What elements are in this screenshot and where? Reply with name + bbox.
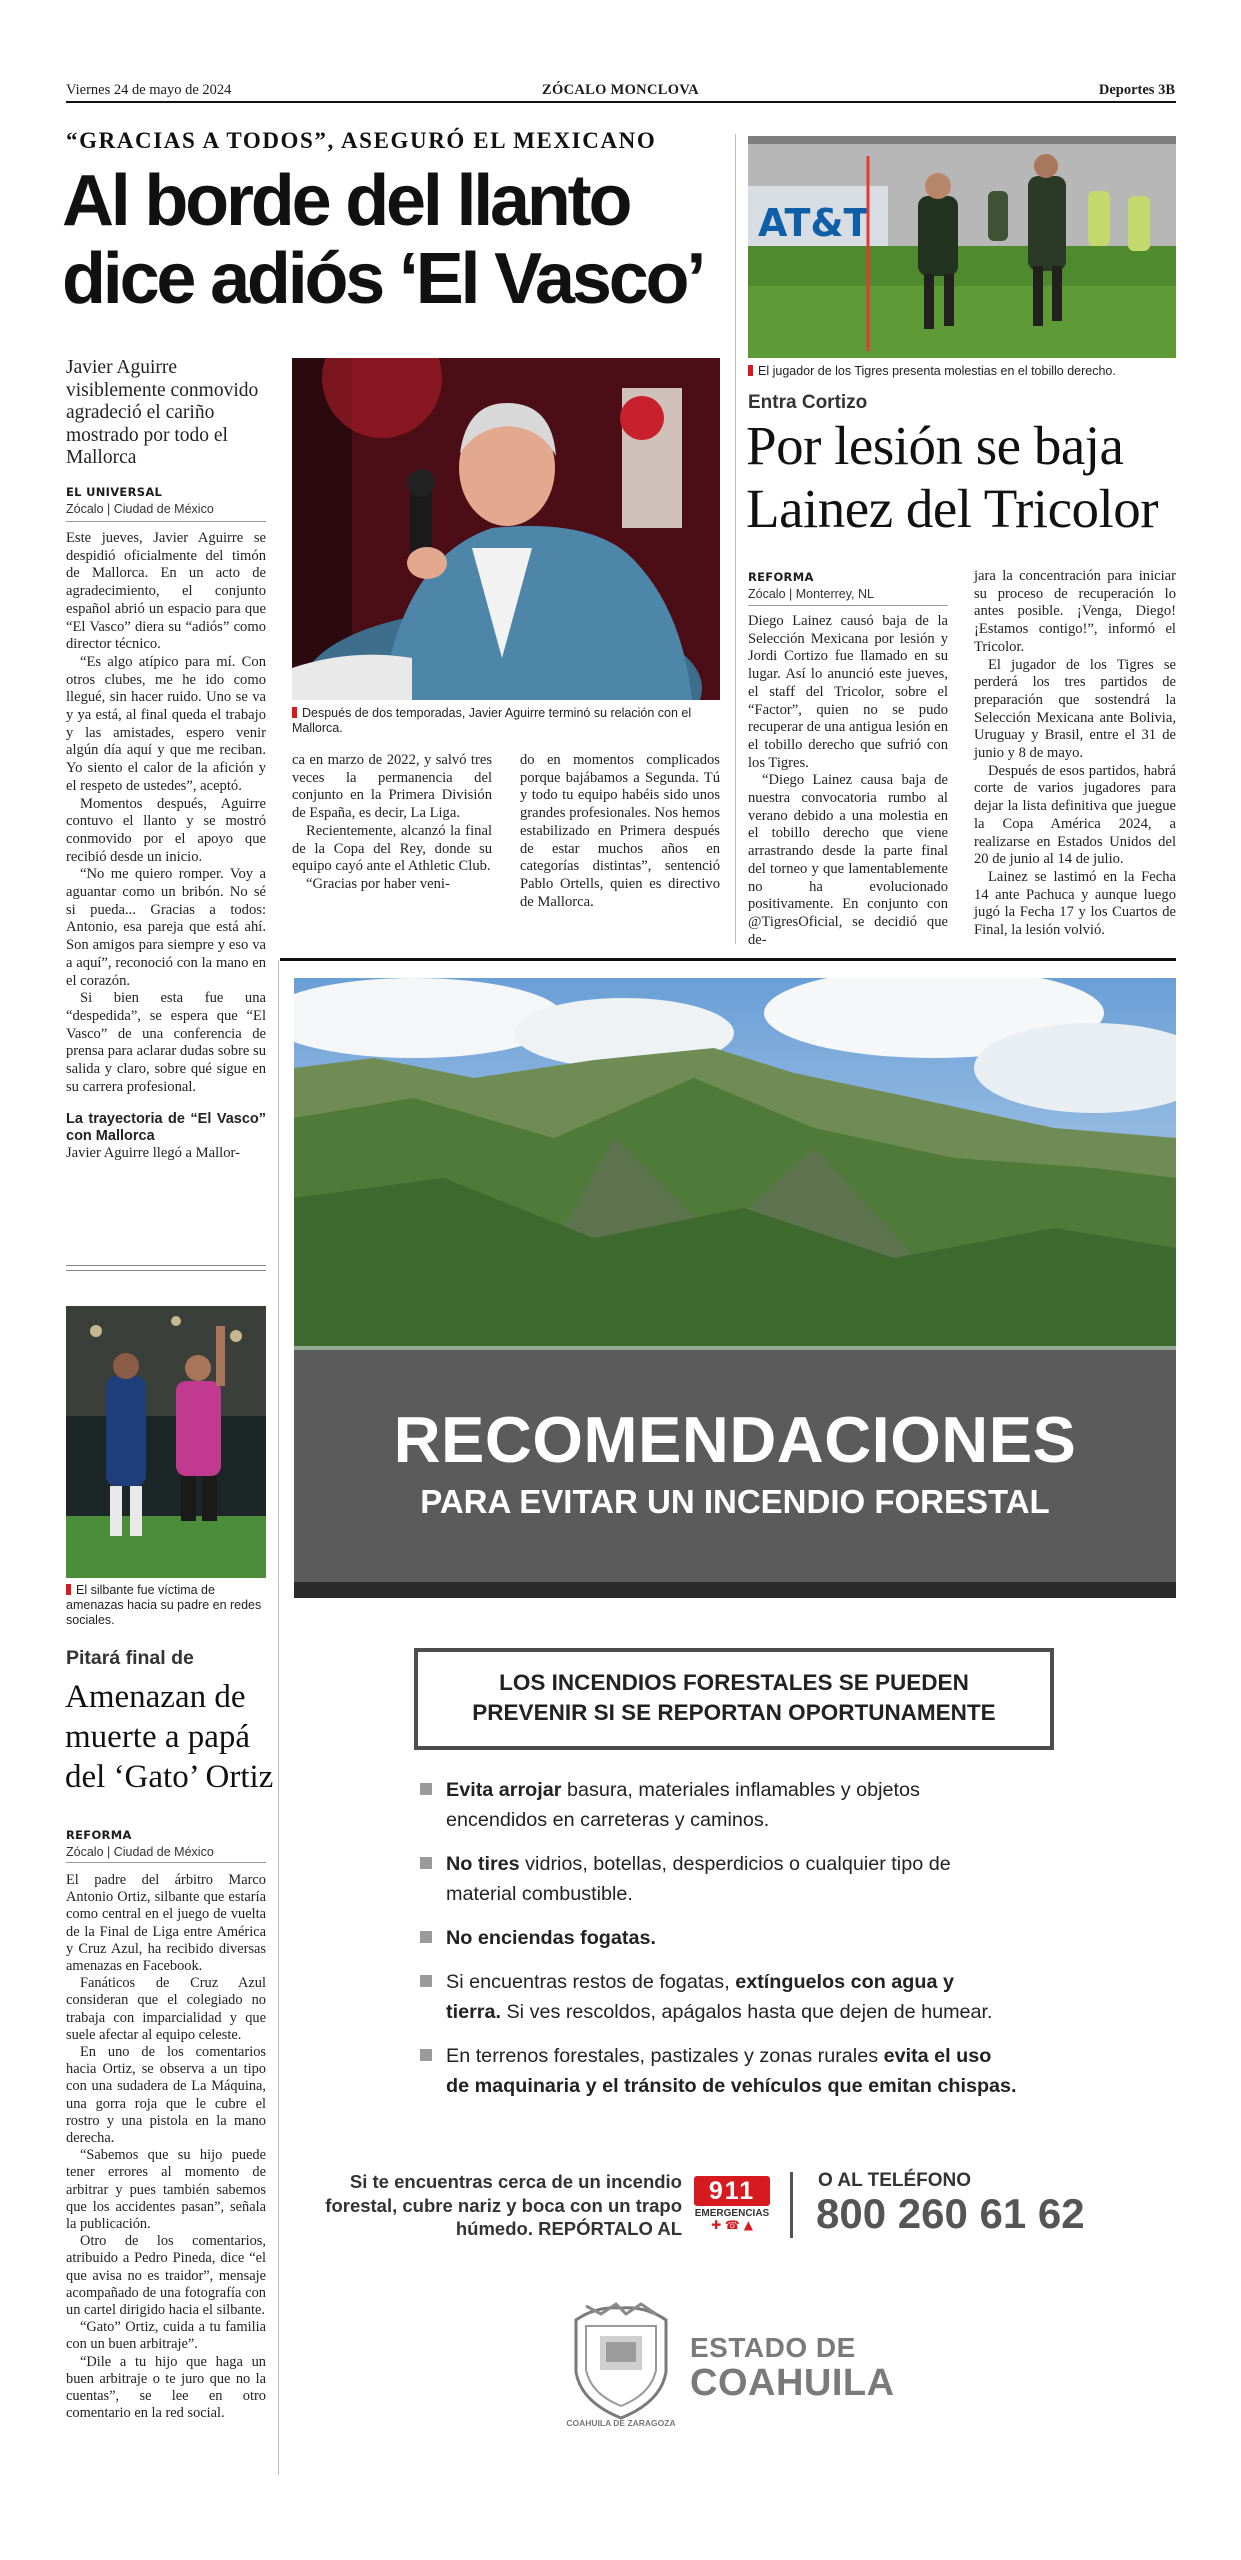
aguirre-paragraph: do en momentos complicados porque bajábamos a Segunda. Tú y todo tu equipo habéis sido unos grandes profesionales. Nos hemos estabilizado en Primera después de estar muchos años en categorías distintas”, sentenció Pablo Ortells, quien es directivo de Mallorca. [520,752,720,910]
ad-callout-text [414,1668,1054,1728]
ortiz-place: Zócalo | Ciudad de México [66,1845,214,1859]
ad-item [420,1775,1120,1835]
aguirre-caption-text: Después de dos temporadas, Javier Aguirre terminó su relación con el Mallorca. [292,706,692,735]
ad-item-text: Si encuentras restos de fogatas, [446,1971,736,1993]
ad-report-line3: húmedo. [455,2218,533,2239]
aguirre-column-3 [520,752,720,911]
ad-item-bold: Evita arrojar [446,1779,562,1801]
ad-report-line2: forestal, cubre nariz y boca con un trapo [325,2194,682,2216]
ad-top-rule [280,958,1176,961]
ad-mountain-photo [294,978,1176,1350]
ad-item-bold: evita el uso [883,2045,992,2067]
ortiz-kicker: Pitará final de [66,1647,194,1669]
ortiz-paragraph: Otro de los comentarios, atribuido a Pedro Pineda, dice “el que avisa no es traidor”, mensaje acompañado de una fotografía con un cartel dirigido hacia el silbante. [66,2233,266,2319]
ortiz-paragraph: En uno de los comentarios hacia Ortiz, se observa a un tipo con una sudadera de La Máquina, una gorra roja que le cubre el rostro y una pistola en la mano derecha. [66,2044,266,2147]
aguirre-column-2 [292,752,492,894]
ad-report-bold: REPÓRTALO AL [538,2218,682,2239]
ad-recommendation-list [420,1775,1120,2101]
ortiz-headline [65,1677,273,1797]
lainez-place: Zócalo | Monterrey, NL [748,587,874,601]
bullet-icon [420,1783,432,1795]
ortiz-paragraph: “Sabemos que su hijo puede tener errores al momento de arbitrar y pues también sabemos que los accidentes pasan”, señala la publicación. [66,2147,266,2233]
lainez-agency: REFORMA [748,570,814,584]
aguirre-headline-line1: Al borde del llanto [62,161,630,241]
ortiz-paragraph: El padre del árbitro Marco Antonio Ortiz, silbante que estaría como central en el juego de vuelta de la Final de Liga entre América y Cruz Azul, ha recibido diversas amenazas en Facebook. [66,1872,266,1975]
aguirre-paragraph: Recientemente, alcanzó la final de la Copa del Rey, donde su equipo cayó ante el Athletic Club. [292,822,492,875]
header-section: Deportes 3B [1098,82,1175,98]
ad-item [420,1967,1120,2027]
ad-item-text: vidrios, botellas, desperdicios o cualquier tipo de [519,1853,951,1875]
badge-label: EMERGENCIAS [694,2208,770,2219]
ad-item-line2: encendidos en carreteras y caminos. [446,1809,770,1831]
bullet-icon [420,2049,432,2061]
ortiz-photo-caption [66,1583,271,1628]
ad-item-line2: material combustible. [446,1883,633,1905]
lainez-paragraph: Lainez se lastimó en la Fecha 14 ante Pachuca y aunque luego jugó la Fecha 17 y los Cuartos de Final, la lesión volvió. [974,868,1176,939]
header-date: Viernes 24 de mayo de 2024 [66,82,232,98]
ad-item-line2: Si ves rescoldos, apágalos hasta que dejen de humear. [500,2001,993,2023]
phone-number: 800 260 61 62 [816,2190,1085,2237]
ad-band-bottom [294,1582,1176,1598]
lainez-column-2 [974,568,1176,940]
aguirre-paragraph: Javier Aguirre llegó a Mallor- [66,1144,240,1161]
aguirre-paragraph: Este jueves, Javier Aguirre se despidió oficialmente del timón de Mallorca. En un acto de agradecimiento, el conjunto español abrió un espacio para que “El Vasco” diera su “adiós” como director técnico. [66,530,266,653]
lainez-photo-illustration [748,136,1176,358]
lainez-paragraph: El jugador de los Tigres se perderá los tres partidos de preparación que sostendrá la Selección Mexicana ante Bolivia, Uruguay y Brasil, entre el 31 de junio y 8 de mayo. [974,656,1176,762]
header-paper-name: ZÓCALO MONCLOVA [542,82,699,98]
emergency-services-icons: ✚ ☎ ▲ [711,2218,753,2232]
ortiz-headline-line3: del ‘Gato’ Ortiz [65,1759,274,1795]
lainez-byline-rule [748,605,948,606]
column-separator [735,134,736,944]
ad-report-text [300,2170,682,2241]
lainez-column-1 [748,613,948,949]
aguirre-deck: Javier Aguirre visiblemente conmovido agradeció el cariño mostrado por todo el Mallorca [66,357,259,468]
aguirre-paragraph: Momentos después, Aguirre contuvo el llanto y se mostró conmovido por el apoyo que recibió desde un inicio. [66,795,266,865]
svg-text:AT&T: AT&T [758,201,870,245]
aguirre-paragraph: Si bien esta fue una “despedida”, se espera que “El Vasco” de una conferencia de prensa para aclarar dudas sobre su salida y claro, sobre qué sigue en su carrera profesional. [66,990,266,1095]
ortiz-agency: REFORMA [66,1828,132,1842]
lainez-paragraph: Diego Lainez causó baja de la Selección Mexicana por lesión y Jordi Cortizo fue llamado en su lugar. Así lo anunció este jueves, el staff del Tricolor, sobre el “Factor”, quien no se pudo recuperar de una antigua lesión en el tobillo derecho que sufrió con los Tigres. [748,613,948,771]
aguirre-kicker: “GRACIAS A TODOS”, ASEGURÓ EL MEXICANO [66,128,657,153]
ad-callout-line1: LOS INCENDIOS FORESTALES SE PUEDEN [499,1670,969,1695]
bullet-icon [420,1975,432,1987]
bullet-icon [420,1857,432,1869]
aguirre-paragraph: “Gracias por haber veni- [306,875,450,892]
aguirre-paragraph: “No me quiero romper. Voy a aguantar como un bribón. No sé si pueda... Gracias a todos: Antonio, esa pareja que está ahí. Son amigos para siempre y eso va a aquí”, reconoció con la mano en el corazón. [66,866,266,989]
lainez-photo [748,136,1176,358]
ad-item-bold: No tires [446,1853,520,1875]
lainez-headline-line2: Lainez del Tricolor [746,478,1159,539]
lainez-photo-caption [748,364,1178,379]
bullet-icon [420,1931,432,1943]
ortiz-byline-rule [66,1862,266,1863]
ad-item-bold: extínguelos con agua y [735,1971,954,1993]
ortiz-paragraph: Fanáticos de Cruz Azul consideran que el colegiado no trabaja con imparcialidad y que suele afectar al equipo celeste. [66,1975,266,2043]
lainez-paragraph: “Diego Lainez causa baja de nuestra convocatoria rumbo al verano debido a una molestia en el tobillo derecho que viene arrastrando desde la parte final del torneo y que lamentablemente no ha evolucionado positivamente. En conjunto con @TigresOficial, se decidió que de- [748,772,948,948]
coahuila-line2: COAHUILA [690,2362,895,2404]
ortiz-headline-line1: Amenazan de [65,1679,246,1715]
ad-callout-line2: PREVENIR SI SE REPORTAN OPORTUNAMENTE [472,1700,996,1725]
coahuila-logo-text [690,2333,895,2403]
ad-subtitle: PARA EVITAR UN INCENDIO FORESTAL [420,1483,1050,1520]
phone-label: O AL TELÉFONO [818,2170,972,2191]
aguirre-paragraph: “Es algo atípico para mí. Con otros clubes, me he ido como llegué, sin hacer ruido. Uno se va y ya está, al final queda el trabajo y las amistades, espero venir algún día aquí y que me reciban. Yo siento el calor de la afición y el respeto de ustedes”, aceptó. [66,653,266,794]
badge-number: 911 [694,2176,770,2206]
aguirre-photo [292,358,720,700]
aguirre-photo-illustration [292,358,720,700]
ortiz-body [66,1872,266,2423]
divider [66,1270,266,1271]
ad-item [420,1923,1120,1953]
ad-item [420,2041,1120,2101]
emergency-911-badge [694,2176,770,2234]
lainez-caption-text: El jugador de los Tigres presenta molestias en el tobillo derecho. [758,364,1116,378]
ortiz-headline-line2: muerte a papá [65,1719,251,1755]
ad-item-bold: tierra. [446,2001,501,2023]
ad-item [420,1849,1120,1909]
coahuila-seal-icon [566,2302,676,2422]
header-rule [66,101,1176,103]
divider [66,1265,266,1266]
ortiz-paragraph: “Dile a tu hijo que haga un buen arbitraje o te juro que no la cuentas”, se lee en otro comentario en la red social. [66,2353,266,2422]
aguirre-paragraph: ca en marzo de 2022, y salvó tres veces la permanencia del conjunto en la Primera División de España, es decir, La Liga. [292,752,492,822]
lainez-headline-line1: Por lesión se baja [746,415,1124,476]
aguirre-column-1 [66,530,266,1162]
ad-mountain-illustration [294,978,1176,1350]
ad-title: RECOMENDACIONES [393,1403,1077,1476]
aguirre-place: Zócalo | Ciudad de México [66,502,214,516]
aguirre-photo-caption [292,706,722,736]
column-separator [278,960,279,2475]
aguirre-byline-rule [66,521,266,522]
lainez-paragraph: jara la concentración para iniciar su proceso de recuperación lo antes posible. ¡Venga, Diego! ¡Estamos contigo!”, informó el Tricolor. [974,568,1176,655]
ortiz-paragraph: “Gato” Ortiz, cuida a tu familia con un buen arbitraje”. [66,2319,266,2353]
ad-item-bold: No enciendas fogatas. [446,1927,656,1949]
lainez-paragraph: Después de esos partidos, habrá corte de varios jugadores para dejar la lista definitiva que juegue la Copa América 2024, a realizarse en Estados Unidos del 20 de junio al 14 de julio. [974,762,1176,868]
aguirre-subhead: La trayectoria de “El Vasco” con Mallorca [66,1110,266,1144]
coahuila-line1: ESTADO DE [690,2332,856,2363]
lainez-kicker: Entra Cortizo [748,392,868,413]
ad-vertical-divider [790,2172,793,2238]
aguirre-agency: EL UNIVERSAL [66,485,163,499]
aguirre-headline [62,162,703,318]
ad-report-line1: Si te encuentras cerca de un incendio [349,2171,682,2192]
lainez-headline [746,414,1158,540]
seal-caption: COAHUILA DE ZARAGOZA [566,2418,676,2428]
aguirre-headline-line2: dice adiós ‘El Vasco’ [62,239,704,319]
ortiz-caption-text: El silbante fue víctima de amenazas hacia su padre en redes sociales. [66,1583,262,1627]
ortiz-photo-illustration [66,1306,266,1578]
ad-item-bold: de maquinaria y el tránsito de vehículos que emitan chispas. [446,2075,1017,2097]
ortiz-photo [66,1306,266,1578]
ad-item-text: basura, materiales inflamables y objetos [561,1779,920,1801]
ad-item-text: En terrenos forestales, pastizales y zonas rurales [446,2045,884,2067]
